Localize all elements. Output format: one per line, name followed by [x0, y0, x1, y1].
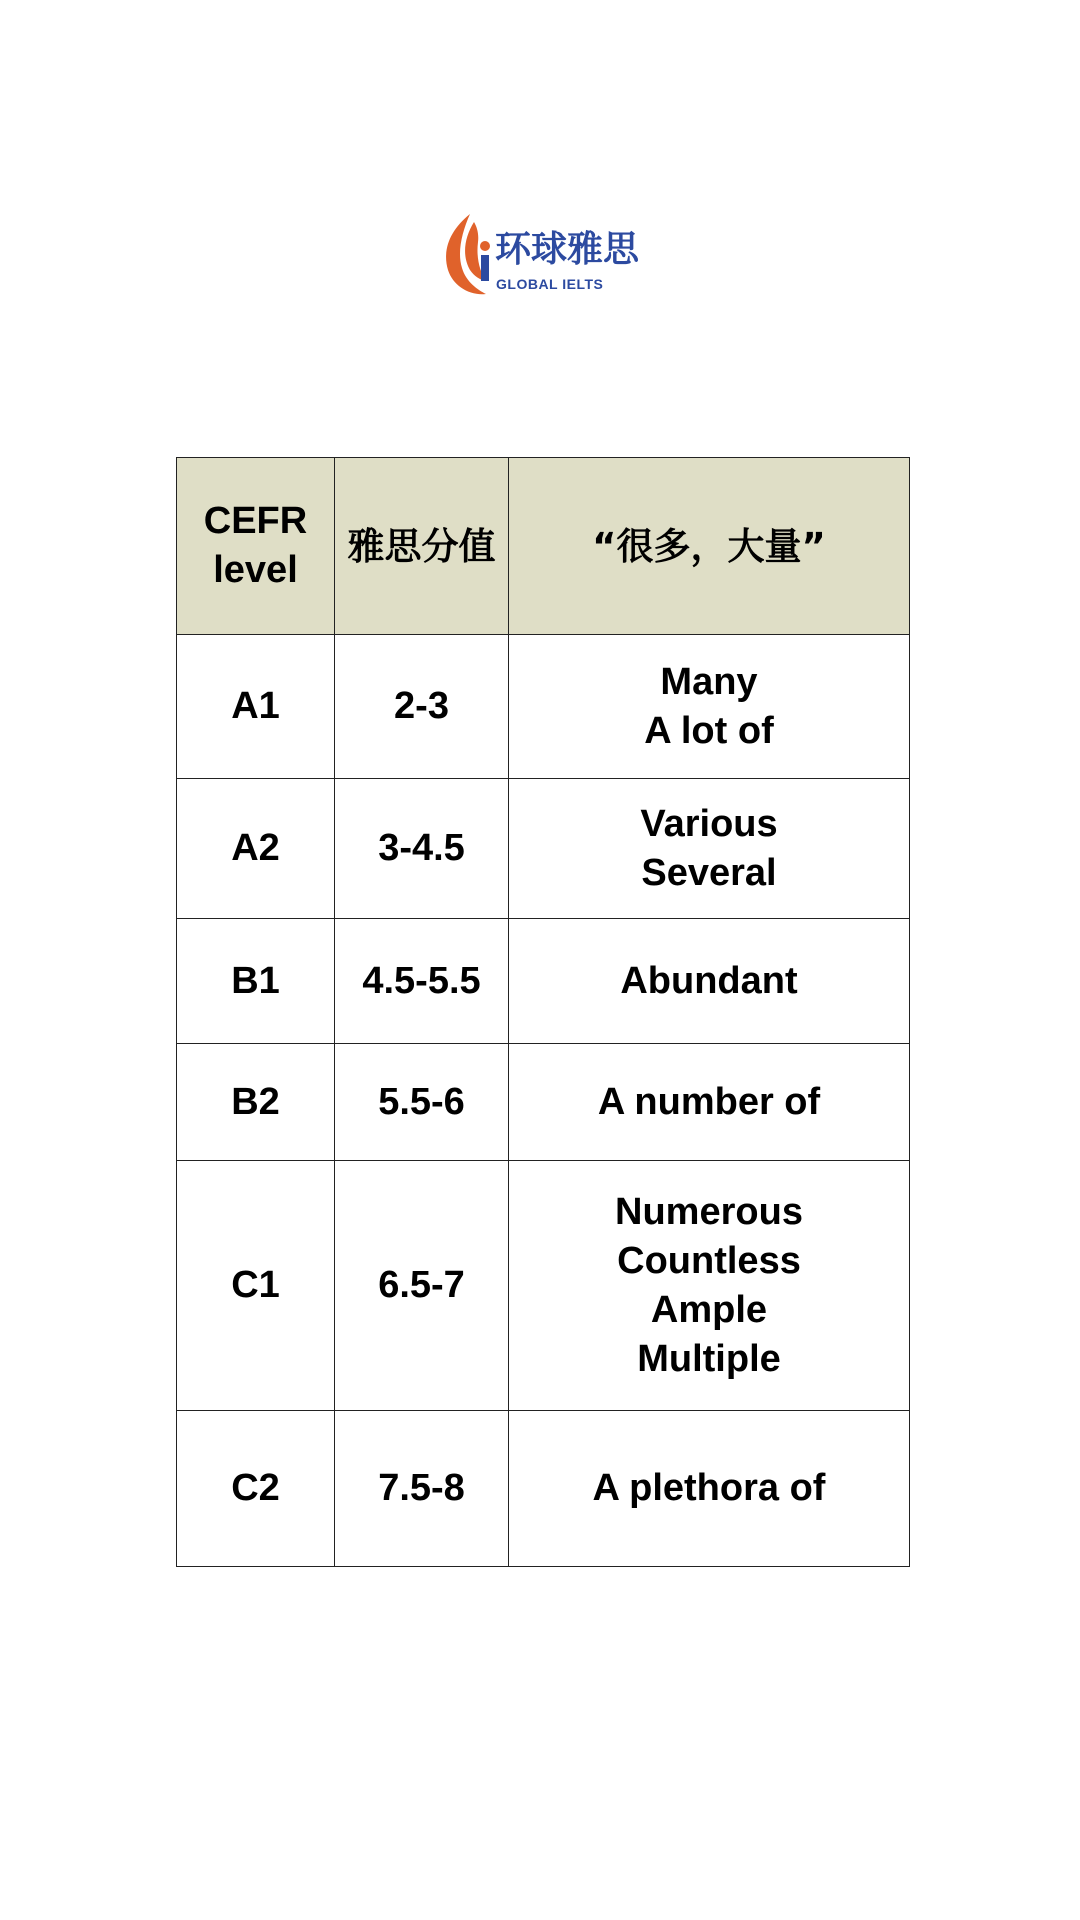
word-item: Ample [650, 1288, 768, 1331]
cell-score: 5.5-6 [335, 1044, 509, 1161]
word-item: A lot of [644, 709, 774, 752]
word-item: Many [660, 660, 758, 703]
cell-level: A2 [177, 779, 335, 919]
cell-level: C2 [177, 1411, 335, 1567]
word-item: Various [640, 802, 778, 845]
word-item: A number of [597, 1080, 821, 1123]
cell-level: B1 [177, 919, 335, 1044]
word-item: Several [641, 851, 777, 894]
word-item: Abundant [620, 959, 798, 1002]
header-cefr-level-line: CEFR [203, 500, 308, 542]
cell-words [509, 1044, 910, 1161]
cefr-vocabulary-table [176, 457, 910, 1567]
table-row [177, 919, 910, 1044]
table-row [177, 1044, 910, 1161]
table-row [177, 1161, 910, 1411]
cell-words [509, 919, 910, 1044]
cell-score: 6.5-7 [335, 1161, 509, 1411]
table-row [177, 1411, 910, 1567]
cell-words [509, 635, 910, 779]
word-item: Countless [617, 1239, 801, 1282]
table-row [177, 635, 910, 779]
table-row [177, 779, 910, 919]
cell-level: C1 [177, 1161, 335, 1411]
cell-words [509, 1161, 910, 1411]
global-ielts-logo [440, 210, 650, 300]
cell-words [509, 779, 910, 919]
logo-mark-icon [440, 210, 498, 300]
header-ielts-score: 雅思分值 [335, 458, 509, 635]
header-many-much: “很多，大量” [509, 458, 910, 635]
cell-score: 4.5-5.5 [335, 919, 509, 1044]
cell-level: B2 [177, 1044, 335, 1161]
header-cefr-level-line: level [213, 549, 298, 591]
word-item: A plethora of [592, 1467, 826, 1509]
logo-name-en: GLOBAL IELTS [496, 276, 604, 292]
word-item: Numerous [615, 1190, 803, 1233]
header-cefr-level [177, 458, 335, 635]
cell-score: 3-4.5 [335, 779, 509, 919]
cell-level: A1 [177, 635, 335, 779]
table-header-row [177, 458, 910, 635]
cell-words [509, 1411, 910, 1567]
cell-score: 7.5-8 [335, 1411, 509, 1567]
cell-score: 2-3 [335, 635, 509, 779]
word-item: Multiple [637, 1337, 781, 1380]
logo-name-cn: 环球雅思 [495, 229, 640, 270]
